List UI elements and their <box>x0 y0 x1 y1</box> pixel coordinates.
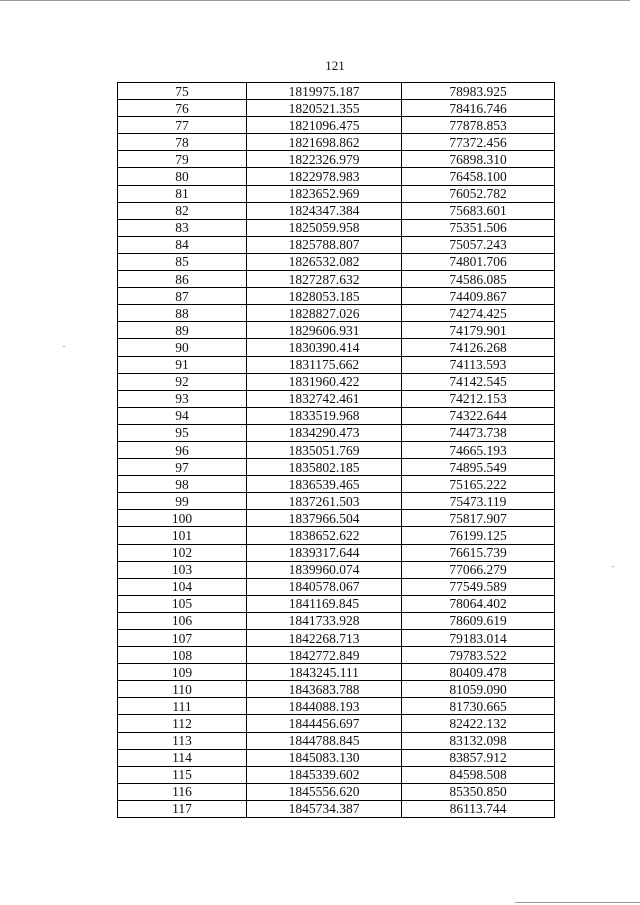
y-coordinate-cell: 74212.153 <box>402 390 555 407</box>
x-coordinate-cell: 1839317.644 <box>247 544 402 561</box>
x-coordinate-cell: 1831175.662 <box>247 356 402 373</box>
y-coordinate-cell: 75817.907 <box>402 510 555 527</box>
y-coordinate-cell: 75165.222 <box>402 476 555 493</box>
x-coordinate-cell: 1819975.187 <box>247 83 402 100</box>
table-row <box>118 510 555 527</box>
table-row <box>118 185 555 202</box>
y-coordinate-cell: 81059.090 <box>402 681 555 698</box>
point-number-cell: 111 <box>118 698 247 715</box>
x-coordinate-cell: 1845556.620 <box>247 783 402 800</box>
table-row <box>118 202 555 219</box>
y-coordinate-cell: 74142.545 <box>402 373 555 390</box>
y-coordinate-cell: 74179.901 <box>402 322 555 339</box>
point-number-cell: 89 <box>118 322 247 339</box>
table-row <box>118 305 555 322</box>
x-coordinate-cell: 1823652.969 <box>247 185 402 202</box>
x-coordinate-cell: 1833519.968 <box>247 407 402 424</box>
point-number-cell: 93 <box>118 390 247 407</box>
point-number-cell: 103 <box>118 561 247 578</box>
point-number-cell: 77 <box>118 117 247 134</box>
bottom-scan-border <box>515 902 640 903</box>
y-coordinate-cell: 83132.098 <box>402 732 555 749</box>
point-number-cell: 114 <box>118 749 247 766</box>
x-coordinate-cell: 1836539.465 <box>247 476 402 493</box>
point-number-cell: 94 <box>118 407 247 424</box>
y-coordinate-cell: 85350.850 <box>402 783 555 800</box>
table-row <box>118 578 555 595</box>
y-coordinate-cell: 74586.085 <box>402 271 555 288</box>
point-number-cell: 86 <box>118 271 247 288</box>
table-row <box>118 647 555 664</box>
x-coordinate-cell: 1828827.026 <box>247 305 402 322</box>
point-number-cell: 104 <box>118 578 247 595</box>
point-number-cell: 108 <box>118 647 247 664</box>
table-row <box>118 749 555 766</box>
x-coordinate-cell: 1824347.384 <box>247 202 402 219</box>
y-coordinate-cell: 84598.508 <box>402 766 555 783</box>
point-number-cell: 105 <box>118 595 247 612</box>
point-number-cell: 81 <box>118 185 247 202</box>
point-number-cell: 100 <box>118 510 247 527</box>
point-number-cell: 110 <box>118 681 247 698</box>
y-coordinate-cell: 78609.619 <box>402 612 555 629</box>
table-row <box>118 664 555 681</box>
top-scan-border <box>0 0 630 1</box>
point-number-cell: 88 <box>118 305 247 322</box>
point-number-cell: 96 <box>118 441 247 458</box>
point-number-cell: 92 <box>118 373 247 390</box>
x-coordinate-cell: 1820521.355 <box>247 100 402 117</box>
table-row <box>118 83 555 100</box>
x-coordinate-cell: 1822326.979 <box>247 151 402 168</box>
x-coordinate-cell: 1831960.422 <box>247 373 402 390</box>
table-row <box>118 732 555 749</box>
y-coordinate-cell: 74409.867 <box>402 288 555 305</box>
x-coordinate-cell: 1837261.503 <box>247 493 402 510</box>
y-coordinate-cell: 75057.243 <box>402 236 555 253</box>
y-coordinate-cell: 74322.644 <box>402 407 555 424</box>
table-row <box>118 322 555 339</box>
x-coordinate-cell: 1842772.849 <box>247 647 402 664</box>
y-coordinate-cell: 80409.478 <box>402 664 555 681</box>
table-row <box>118 715 555 732</box>
table-row <box>118 476 555 493</box>
y-coordinate-cell: 74801.706 <box>402 253 555 270</box>
table-row <box>118 373 555 390</box>
y-coordinate-cell: 74113.593 <box>402 356 555 373</box>
x-coordinate-cell: 1826532.082 <box>247 253 402 270</box>
x-coordinate-cell: 1845339.602 <box>247 766 402 783</box>
point-number-cell: 99 <box>118 493 247 510</box>
x-coordinate-cell: 1825788.807 <box>247 236 402 253</box>
y-coordinate-cell: 76898.310 <box>402 151 555 168</box>
x-coordinate-cell: 1830390.414 <box>247 339 402 356</box>
table-row <box>118 288 555 305</box>
y-coordinate-cell: 74274.425 <box>402 305 555 322</box>
coordinates-table-body <box>118 83 555 818</box>
y-coordinate-cell: 78983.925 <box>402 83 555 100</box>
table-row <box>118 356 555 373</box>
table-row <box>118 424 555 441</box>
x-coordinate-cell: 1835802.185 <box>247 459 402 476</box>
point-number-cell: 113 <box>118 732 247 749</box>
page-number: 121 <box>325 58 345 73</box>
y-coordinate-cell: 74665.193 <box>402 441 555 458</box>
y-coordinate-cell: 76458.100 <box>402 168 555 185</box>
point-number-cell: 80 <box>118 168 247 185</box>
point-number-cell: 91 <box>118 356 247 373</box>
point-number-cell: 84 <box>118 236 247 253</box>
x-coordinate-cell: 1844788.845 <box>247 732 402 749</box>
x-coordinate-cell: 1835051.769 <box>247 441 402 458</box>
x-coordinate-cell: 1825059.958 <box>247 219 402 236</box>
point-number-cell: 90 <box>118 339 247 356</box>
x-coordinate-cell: 1837966.504 <box>247 510 402 527</box>
point-number-cell: 117 <box>118 800 247 817</box>
y-coordinate-cell: 74895.549 <box>402 459 555 476</box>
point-number-cell: 97 <box>118 459 247 476</box>
point-number-cell: 106 <box>118 612 247 629</box>
table-row <box>118 783 555 800</box>
table-row <box>118 561 555 578</box>
table-row <box>118 407 555 424</box>
point-number-cell: 102 <box>118 544 247 561</box>
table-row <box>118 441 555 458</box>
point-number-cell: 82 <box>118 202 247 219</box>
y-coordinate-cell: 76615.739 <box>402 544 555 561</box>
point-number-cell: 83 <box>118 219 247 236</box>
y-coordinate-cell: 86113.744 <box>402 800 555 817</box>
point-number-cell: 107 <box>118 630 247 647</box>
point-number-cell: 79 <box>118 151 247 168</box>
y-coordinate-cell: 76199.125 <box>402 527 555 544</box>
x-coordinate-cell: 1834290.473 <box>247 424 402 441</box>
x-coordinate-cell: 1821096.475 <box>247 117 402 134</box>
x-coordinate-cell: 1845083.130 <box>247 749 402 766</box>
y-coordinate-cell: 82422.132 <box>402 715 555 732</box>
y-coordinate-cell: 81730.665 <box>402 698 555 715</box>
y-coordinate-cell: 77549.589 <box>402 578 555 595</box>
coordinates-table <box>117 82 555 818</box>
table-row <box>118 253 555 270</box>
table-row <box>118 612 555 629</box>
table-row <box>118 117 555 134</box>
x-coordinate-cell: 1843245.111 <box>247 664 402 681</box>
y-coordinate-cell: 76052.782 <box>402 185 555 202</box>
scan-speck <box>612 566 614 567</box>
x-coordinate-cell: 1822978.983 <box>247 168 402 185</box>
table-row <box>118 168 555 185</box>
table-row <box>118 339 555 356</box>
table-row <box>118 681 555 698</box>
y-coordinate-cell: 79183.014 <box>402 630 555 647</box>
point-number-cell: 95 <box>118 424 247 441</box>
x-coordinate-cell: 1844456.697 <box>247 715 402 732</box>
table-row <box>118 100 555 117</box>
y-coordinate-cell: 77372.456 <box>402 134 555 151</box>
x-coordinate-cell: 1841733.928 <box>247 612 402 629</box>
point-number-cell: 101 <box>118 527 247 544</box>
x-coordinate-cell: 1827287.632 <box>247 271 402 288</box>
x-coordinate-cell: 1829606.931 <box>247 322 402 339</box>
table-row <box>118 630 555 647</box>
y-coordinate-cell: 75683.601 <box>402 202 555 219</box>
table-row <box>118 493 555 510</box>
table-row <box>118 236 555 253</box>
y-coordinate-cell: 74473.738 <box>402 424 555 441</box>
point-number-cell: 98 <box>118 476 247 493</box>
x-coordinate-cell: 1842268.713 <box>247 630 402 647</box>
point-number-cell: 112 <box>118 715 247 732</box>
table-row <box>118 219 555 236</box>
y-coordinate-cell: 78416.746 <box>402 100 555 117</box>
table-row <box>118 134 555 151</box>
table-row <box>118 766 555 783</box>
x-coordinate-cell: 1838652.622 <box>247 527 402 544</box>
x-coordinate-cell: 1832742.461 <box>247 390 402 407</box>
table-row <box>118 527 555 544</box>
y-coordinate-cell: 75351.506 <box>402 219 555 236</box>
point-number-cell: 87 <box>118 288 247 305</box>
x-coordinate-cell: 1839960.074 <box>247 561 402 578</box>
table-row <box>118 390 555 407</box>
table-row <box>118 151 555 168</box>
x-coordinate-cell: 1845734.387 <box>247 800 402 817</box>
y-coordinate-cell: 74126.268 <box>402 339 555 356</box>
y-coordinate-cell: 77066.279 <box>402 561 555 578</box>
point-number-cell: 115 <box>118 766 247 783</box>
point-number-cell: 116 <box>118 783 247 800</box>
table-row <box>118 459 555 476</box>
y-coordinate-cell: 77878.853 <box>402 117 555 134</box>
x-coordinate-cell: 1840578.067 <box>247 578 402 595</box>
y-coordinate-cell: 78064.402 <box>402 595 555 612</box>
x-coordinate-cell: 1821698.862 <box>247 134 402 151</box>
point-number-cell: 76 <box>118 100 247 117</box>
point-number-cell: 109 <box>118 664 247 681</box>
x-coordinate-cell: 1843683.788 <box>247 681 402 698</box>
y-coordinate-cell: 83857.912 <box>402 749 555 766</box>
table-row <box>118 698 555 715</box>
table-row <box>118 595 555 612</box>
x-coordinate-cell: 1828053.185 <box>247 288 402 305</box>
y-coordinate-cell: 75473.119 <box>402 493 555 510</box>
table-row <box>118 800 555 817</box>
x-coordinate-cell: 1841169.845 <box>247 595 402 612</box>
point-number-cell: 75 <box>118 83 247 100</box>
table-row <box>118 271 555 288</box>
x-coordinate-cell: 1844088.193 <box>247 698 402 715</box>
scan-speck <box>63 346 65 347</box>
point-number-cell: 78 <box>118 134 247 151</box>
point-number-cell: 85 <box>118 253 247 270</box>
table-row <box>118 544 555 561</box>
y-coordinate-cell: 79783.522 <box>402 647 555 664</box>
